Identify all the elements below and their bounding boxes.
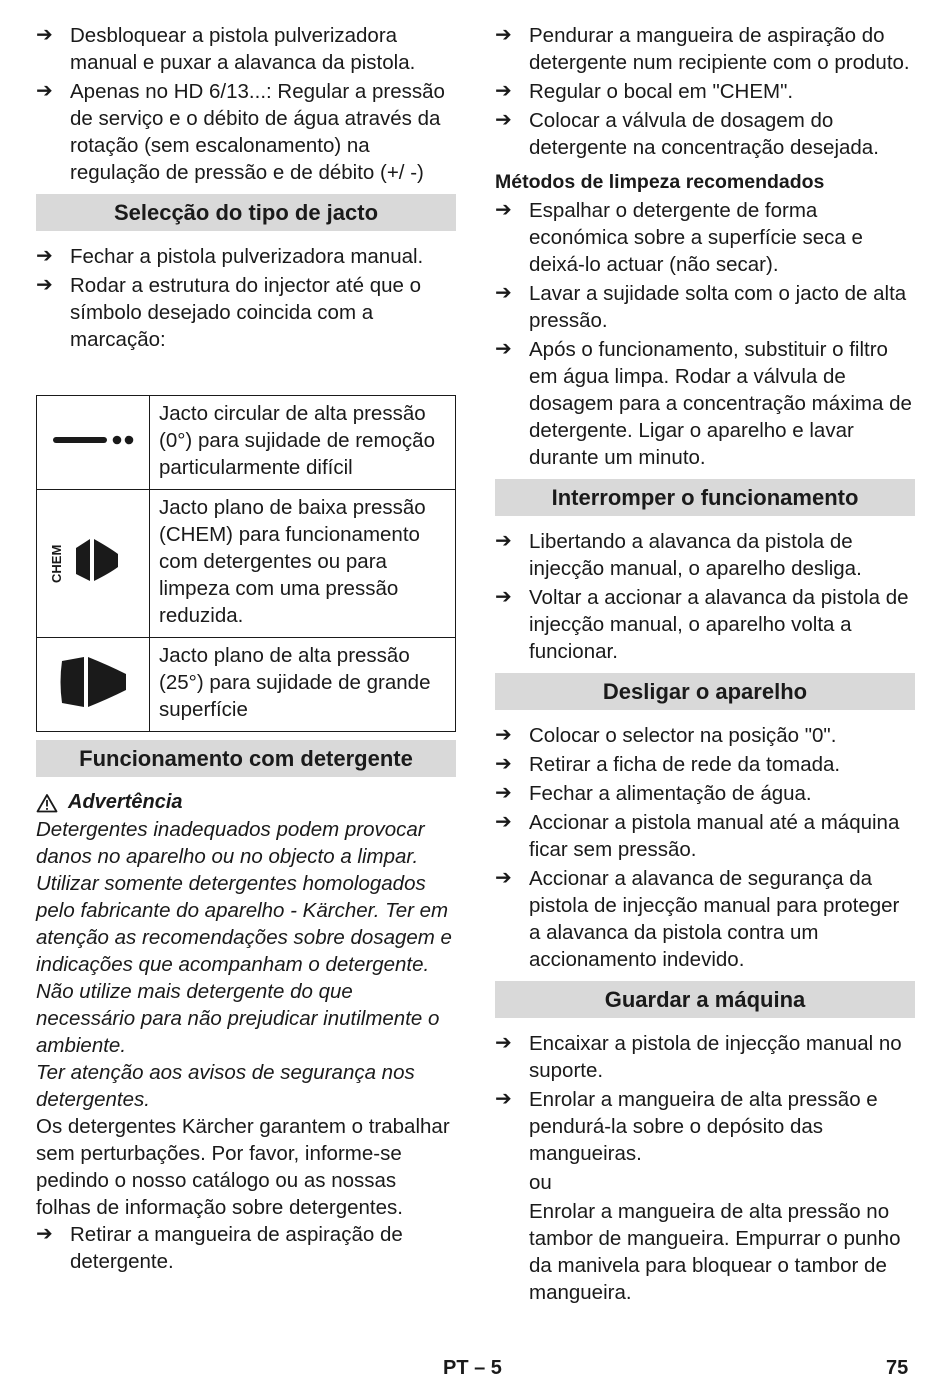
arrow-icon: ➔: [495, 1032, 512, 1054]
page-section-label: PT – 5: [443, 1357, 502, 1379]
bullet-list: [495, 22, 915, 161]
subheading-methods: Métodos de limpeza recomendados: [495, 171, 825, 193]
arrow-icon: ➔: [495, 811, 512, 833]
bullet-list: [495, 528, 915, 665]
arrow-icon: ➔: [495, 724, 512, 746]
list-item: ➔ Pendurar a mangueira de aspiração do detergente num recipiente com o produto.: [495, 24, 910, 74]
arrow-icon: ➔: [495, 1088, 512, 1110]
bullet-list: [495, 197, 915, 471]
warning-title: Advertência: [36, 789, 456, 816]
arrow-icon: ➔: [495, 282, 512, 304]
info-text: Os detergentes Kärcher garantem o trabalhar sem perturbações. Por favor, informe-se pedindo o nosso catálogo ou as nossas folhas de informação sobre detergentes.: [36, 1115, 450, 1219]
arrow-icon: ➔: [495, 586, 512, 608]
table-row: [37, 396, 456, 490]
arrow-icon: ➔: [495, 199, 512, 221]
table-row: [37, 638, 456, 732]
list-item: ➔ Fechar a pistola pulverizadora manual.: [36, 245, 424, 268]
left-column: [36, 22, 456, 1277]
chem-jet-icon: [50, 525, 136, 597]
warning-text: Ter atenção aos avisos de segurança nos detergentes.: [36, 1061, 415, 1111]
bullet-list: [36, 243, 456, 353]
list-item: ➔ Regular o bocal em "CHEM".: [495, 80, 794, 103]
section-heading-detergent: Funcionamento com detergente: [36, 740, 456, 777]
bullet-list: [495, 1030, 915, 1167]
list-item: ➔ Accionar a alavanca de segurança da pistola de injecção manual para proteger a alavanca da pistola contra um accionamento indevido.: [495, 867, 900, 971]
jet-description: Jacto circular de alta pressão (0°) para sujidade de remoção particularmente difícil: [150, 396, 456, 490]
section-heading-switch-off: Desligar o aparelho: [495, 673, 915, 710]
arrow-icon: ➔: [36, 24, 53, 46]
jet-symbol-cell: [37, 490, 150, 638]
arrow-icon: ➔: [495, 109, 512, 131]
flat-jet-icon: [50, 653, 136, 711]
arrow-icon: ➔: [495, 867, 512, 889]
list-item: ➔ Enrolar a mangueira de alta pressão e pendurá-la sobre o depósito das mangueiras.: [495, 1088, 878, 1165]
list-item: ➔ Colocar a válvula de dosagem do detergente na concentração desejada.: [495, 109, 879, 159]
list-item: ➔ Lavar a sujidade solta com o jacto de alta pressão.: [495, 282, 907, 332]
round-jet-icon: [51, 430, 135, 450]
warning-icon: [36, 793, 58, 813]
arrow-icon: ➔: [495, 782, 512, 804]
section-heading-interrupt: Interromper o funcionamento: [495, 479, 915, 516]
arrow-icon: ➔: [495, 24, 512, 46]
list-item: ➔ Espalhar o detergente de forma económica sobre a superfície seca e deixá-lo actuar (não secar).: [495, 199, 863, 276]
storage-alternative-text: Enrolar a mangueira de alta pressão no tambor de mangueira. Empurrar o punho da manivela para bloquear o tambor de mangueira.: [529, 1200, 901, 1304]
arrow-icon: ➔: [495, 753, 512, 775]
right-column: [495, 22, 915, 1308]
list-item: ➔ Fechar a alimentação de água.: [495, 782, 812, 805]
bullet-list: [36, 22, 456, 186]
list-item: ➔ Apenas no HD 6/13...: Regular a pressão de serviço e o débito de água através da rotação (sem escalonamento) na regulação de pressão e de débito (+/ -): [36, 80, 445, 184]
jet-symbol-cell: [37, 638, 150, 732]
list-item: ➔ Colocar o selector na posição "0".: [495, 724, 837, 747]
list-item: ➔ Após o funcionamento, substituir o filtro em água limpa. Rodar a válvula de dosagem para a concentração máxima de detergente. Ligar o aparelho e lavar durante um minuto.: [495, 338, 912, 469]
list-item: ➔ Libertando a alavanca da pistola de injecção manual, o aparelho desliga.: [495, 530, 862, 580]
list-item: ➔ Retirar a ficha de rede da tomada.: [495, 753, 841, 776]
list-item: ➔ Voltar a accionar a alavanca da pistola de injecção manual, o aparelho volta a funcionar.: [495, 586, 909, 663]
arrow-icon: ➔: [36, 274, 53, 296]
arrow-icon: ➔: [495, 530, 512, 552]
section-heading-jet-type: Selecção do tipo de jacto: [36, 194, 456, 231]
jet-type-table: [36, 395, 456, 732]
list-item: ➔ Encaixar a pistola de injecção manual no suporte.: [495, 1032, 902, 1082]
chem-label: CHEM: [50, 544, 64, 583]
list-item: ➔ Accionar a pistola manual até a máquina ficar sem pressão.: [495, 811, 900, 861]
bullet-list: [36, 1221, 456, 1275]
jet-description: Jacto plano de alta pressão (25°) para sujidade de grande superfície: [150, 638, 456, 732]
warning-text: Detergentes inadequados podem provocar danos no aparelho ou no objecto a limpar. Utilizar somente detergentes homologados pelo fabricante do aparelho - Kärcher. Ter em atenção as recomendações sobre dosagem e indicações que acompanham o detergente. Não utilize mais detergente do que necessário para não prejudicar inutilmente o ambiente.: [36, 818, 452, 1057]
page-number: 75: [886, 1357, 909, 1379]
arrow-icon: ➔: [495, 338, 512, 360]
arrow-icon: ➔: [495, 80, 512, 102]
section-heading-storage: Guardar a máquina: [495, 981, 915, 1018]
bullet-list: [495, 722, 915, 973]
jet-description: Jacto plano de baixa pressão (CHEM) para funcionamento com detergentes ou para limpeza com uma pressão reduzida.: [150, 490, 456, 638]
arrow-icon: ➔: [36, 1223, 53, 1245]
arrow-icon: ➔: [36, 245, 53, 267]
table-row: [37, 490, 456, 638]
list-item: ➔ Rodar a estrutura do injector até que o símbolo desejado coincida com a marcação:: [36, 274, 421, 351]
arrow-icon: ➔: [36, 80, 53, 102]
or-text: ou: [529, 1171, 552, 1194]
list-item: ➔ Retirar a mangueira de aspiração de detergente.: [36, 1223, 403, 1273]
jet-symbol-cell: [37, 396, 150, 490]
list-item: ➔ Desbloquear a pistola pulverizadora manual e puxar a alavanca da pistola.: [36, 24, 416, 74]
